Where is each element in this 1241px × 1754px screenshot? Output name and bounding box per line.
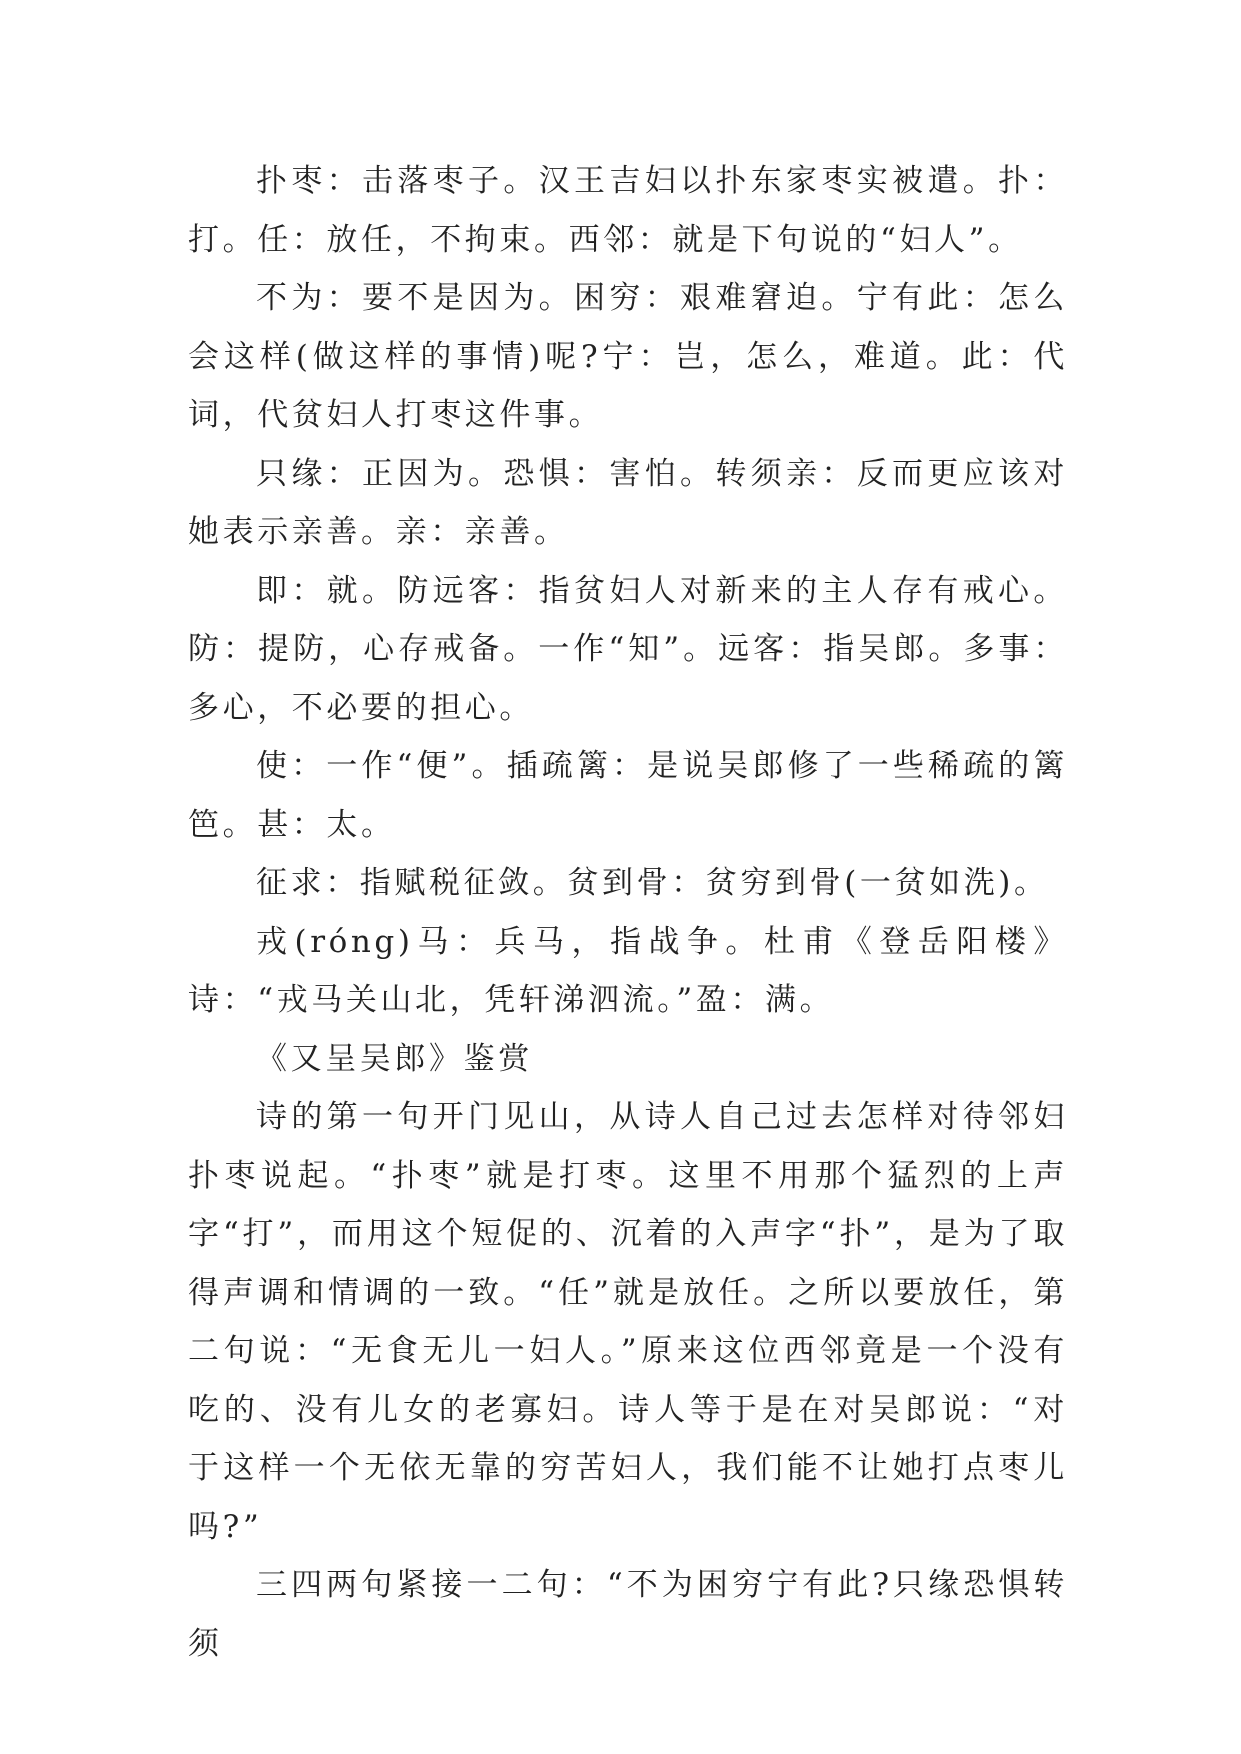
paragraph-note-zhiyuan: 只缘：正因为。恐惧：害怕。转须亲：反而更应该对她表示亲善。亲：亲善。 <box>188 455 1068 550</box>
paragraph-note-ji: 即：就。防远客：指贫妇人对新来的主人存有戒心。防：提防，心存戒备。一作“知”。远客：指吴郎。多事：多心，不必要的担心。 <box>188 572 1068 726</box>
paragraph-note-puzao: 扑枣：击落枣子。汉王吉妇以扑东家枣实被遣。扑：打。任：放任，不拘束。西邻：就是下句说的“妇人”。 <box>188 163 1068 258</box>
paragraph-appreciation-1: 诗的第一句开门见山，从诗人自己过去怎样对待邻妇扑枣说起。“扑枣”就是打枣。这里不用那个猛烈的上声字“打”，而用这个短促的、沉着的入声字“扑”，是为了取得声调和情调的一致。“任”就是放任。之所以要放任，第二句说：“无食无儿一妇人。”原来这位西邻竟是一个没有吃的、没有儿女的老寡妇。诗人等于是在对吴郎说：“对于这样一个无依无靠的穷苦妇人，我们能不让她打点枣儿吗?” <box>188 1099 1068 1545</box>
paragraph-appreciation-2: 三四两句紧接一二句：“不为困穷宁有此?只缘恐惧转须 <box>188 1567 1068 1662</box>
section-heading-appreciation: 《又呈吴郎》鉴赏 <box>256 1040 533 1077</box>
paragraph-note-zhengqiu: 征求：指赋税征敛。贫到骨：贫穷到骨(一贫如洗)。 <box>256 865 1049 901</box>
paragraph-note-shi: 使：一作“便”。插疏篱：是说吴郎修了一些稀疏的篱笆。甚：太。 <box>188 748 1068 843</box>
paragraph-note-rongma: 戎(róng)马：兵马，指战争。杜甫《登岳阳楼》诗：“戎马关山北，凭轩涕泗流。”盈：满。 <box>188 923 1068 1018</box>
paragraph-note-buwei: 不为：要不是因为。困穷：艰难窘迫。宁有此：怎么会这样(做这样的事情)呢?宁：岂，怎么，难道。此：代词，代贫妇人打枣这件事。 <box>188 280 1068 433</box>
document-body <box>188 152 1068 1673</box>
